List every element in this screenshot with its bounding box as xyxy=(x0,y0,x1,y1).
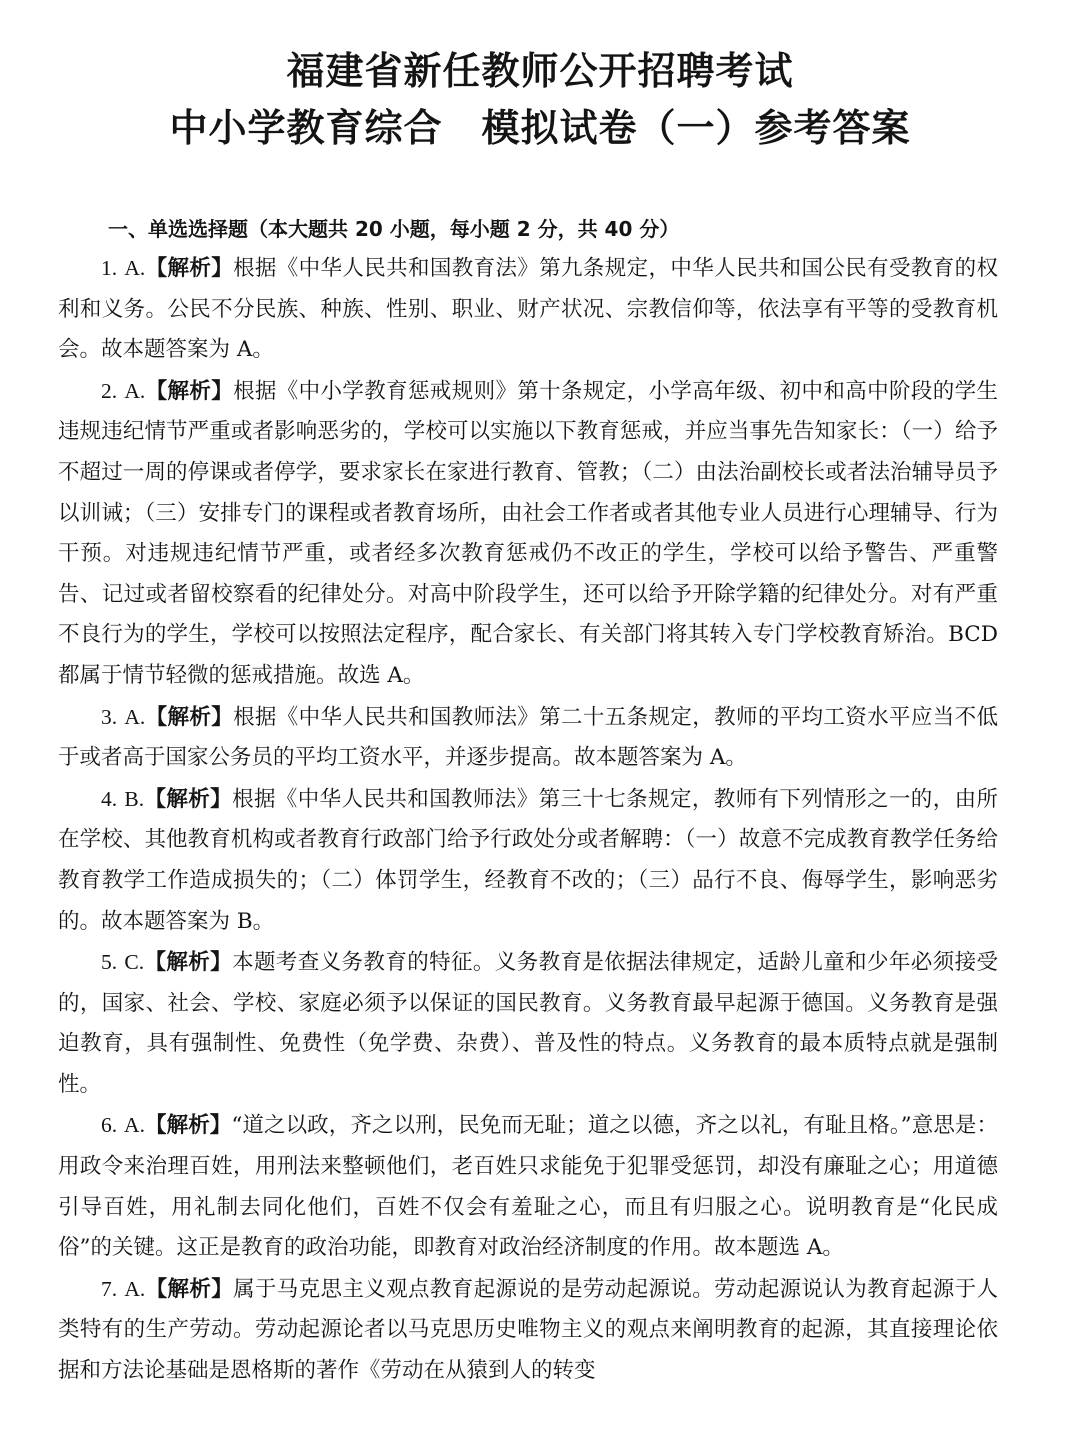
answer-number: 1. xyxy=(101,256,118,280)
answer-choice: A. xyxy=(124,1113,145,1138)
analysis-tag: 【解析】 xyxy=(145,1276,234,1302)
analysis-tag: 【解析】 xyxy=(144,950,233,976)
answer-number: 5. xyxy=(101,950,118,975)
answer-item-5 xyxy=(58,942,998,1105)
answer-choice: A. xyxy=(124,378,146,403)
answer-choice: A. xyxy=(124,256,146,280)
answer-choice: A. xyxy=(124,1276,146,1301)
answer-explanation: 根据《中华人民共和国教育法》第九条规定，中华人民共和国公民有受教育的权利和义务。公民不分民族、种族、性别、职业、财产状况、宗教信仰等，依法享有平等的受教育机会。故本题答案为 A。 xyxy=(58,256,998,363)
answer-explanation: 属于马克思主义观点教育起源说的是劳动起源说。劳动起源说认为教育起源于人类特有的生产劳动。劳动起源论者以马克思历史唯物主义的观点来阐明教育的起源，其直接理论依据和方法论基础是恩格斯的著作《劳动在从猿到人的转变 xyxy=(58,1276,998,1384)
analysis-tag: 【解析】 xyxy=(145,704,234,730)
answer-number: 3. xyxy=(101,704,118,729)
answer-number: 4. xyxy=(101,786,118,811)
answer-choice: C. xyxy=(124,950,145,975)
answer-explanation: 根据《中华人民共和国教师法》第三十七条规定，教师有下列情形之一的，由所在学校、其他教育机构或者教育行政部门给予行政处分或者解聘：（一）故意不完成教育教学任务给教育教学工作造成损失的；（二）体罚学生，经教育不改的；（三）品行不良、侮辱学生，影响恶劣的。故本题答案为 B。 xyxy=(58,786,998,934)
analysis-tag: 【解析】 xyxy=(144,1113,232,1139)
answer-number: 2. xyxy=(101,378,118,403)
answer-item-1 xyxy=(58,248,998,371)
answer-explanation: 根据《中小学教育惩戒规则》第十条规定，小学高年级、初中和高中阶段的学生违规违纪情节严重或者影响恶劣的，学校可以实施以下教育惩戒，并应当事先告知家长：（一）给予不超过一周的停课或者停学，要求家长在家进行教育、管教；（二）由法治副校长或者法治辅导员予以训诫；（三）安排专门的课程或者教育场所，由社会工作者或者其他专业人员进行心理辅导、行为干预。对违规违纪情节严重，或者经多次教育惩戒仍不改正的学生，学校可以给予警告、严重警告、记过或者留校察看的纪律处分。对高中阶段学生，还可以给予开除学籍的纪律处分。对有严重不良行为的学生，学校可以按照法定程序，配合家长、有关部门将其转入专门学校教育矫治。BCD 都属于情节轻微的惩戒措施。故选 A。 xyxy=(58,378,998,688)
answer-choice: A. xyxy=(124,704,146,729)
answer-number: 6. xyxy=(101,1113,118,1138)
answer-explanation: “道之以政，齐之以刑，民免而无耻；道之以德，齐之以礼，有耻且格。”意思是：用政令来治理百姓，用刑法来整顿他们，老百姓只求能免于犯罪受惩罚，却没有廉耻之心；用道德引导百姓，用礼制去同化他们，百姓不仅会有羞耻之心，而且有归服之心。说明教育是“化民成俗”的关键。这正是教育的政治功能，即教育对政治经济制度的作用。故本题选 A。 xyxy=(58,1113,998,1261)
page-title: 福建省新任教师公开招聘考试 xyxy=(286,49,794,93)
answer-item-4 xyxy=(58,779,998,942)
answer-item-7 xyxy=(58,1269,998,1392)
analysis-tag: 【解析】 xyxy=(144,786,233,812)
answer-item-2 xyxy=(58,371,998,697)
answer-explanation: 本题考查义务教育的特征。义务教育是依据法律规定，适龄儿童和少年必须接受的，国家、社会、学校、家庭必须予以保证的国民教育。义务教育最早起源于德国。义务教育是强迫教育，具有强制性、免费性（免学费、杂费）、普及性的特点。义务教育的最本质特点就是强制性。 xyxy=(58,950,998,1097)
answer-explanation: 根据《中华人民共和国教师法》第二十五条规定，教师的平均工资水平应当不低于或者高于国家公务员的平均工资水平，并逐步提高。故本题答案为 A。 xyxy=(58,704,998,771)
answer-item-6 xyxy=(58,1105,998,1268)
answers-list xyxy=(58,248,998,1392)
answer-item-3 xyxy=(58,697,998,779)
answer-number: 7. xyxy=(101,1276,118,1301)
answer-choice: B. xyxy=(124,786,145,811)
page-subtitle: 中小学教育综合 模拟试卷（一）参考答案 xyxy=(169,106,911,150)
analysis-tag: 【解析】 xyxy=(145,256,234,281)
section-heading: 一、单选选择题（本大题共 20 小题，每小题 2 分，共 40 分） xyxy=(108,217,680,241)
analysis-tag: 【解析】 xyxy=(145,378,234,404)
